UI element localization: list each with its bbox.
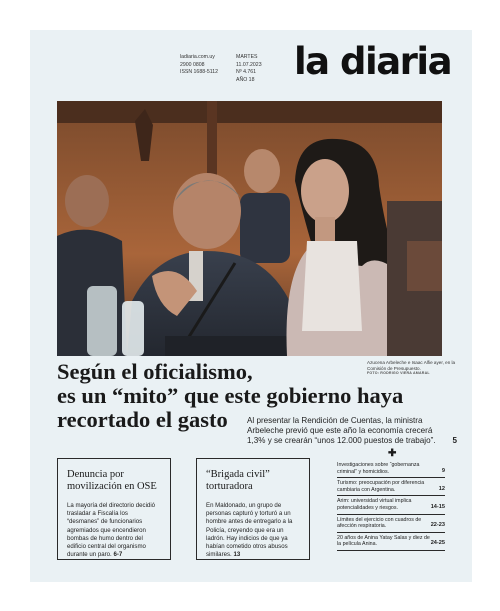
story-body (206, 502, 300, 559)
index-item[interactable] (337, 533, 445, 551)
story-body-text: La mayoría del directorio decidió trasladar a Fiscalía los “desmanes” de funcionarios agremiados que encendieron bombas de humo dentro del edificio central del organismo durante un paro. (67, 502, 156, 559)
story-page-number: 6-7 (113, 551, 123, 559)
index-item[interactable] (337, 478, 445, 496)
masthead-contact (180, 54, 218, 77)
headline-line: Según el oficialismo, (57, 359, 253, 384)
front-page (30, 30, 472, 582)
index-item[interactable] (337, 515, 445, 533)
year-text: AÑO 18 (236, 76, 255, 83)
index-item-page: 14-15 (430, 503, 445, 510)
story-box-ose[interactable] (57, 458, 171, 560)
weekday-text: MARTES (236, 54, 258, 60)
website-text[interactable]: ladiaria.com.uy (180, 54, 215, 60)
index-item-text: Investigaciones sobre “gobernanza criminal” y homicidios. (337, 462, 420, 475)
story-page-number: 13 (233, 551, 241, 559)
newspaper-logo[interactable]: la diaria (294, 40, 452, 83)
main-lead (247, 416, 457, 446)
photo-credit: FOTO: RODRIGO VIERA AMARAL (367, 371, 430, 376)
headline-line: es un “mito” que este gobierno haya (57, 383, 404, 408)
issue-number: Nº 4.761 (236, 69, 257, 75)
index-item[interactable] (337, 460, 445, 478)
headline-line: recortado el gasto (57, 407, 228, 432)
story-body (67, 502, 161, 559)
caption-text: Azucena Arbeleche e Isaac Alfie ayer, en la Comisión de Presupuesto. (367, 360, 456, 371)
index-item-page: 12 (438, 485, 445, 492)
story-title: Denuncia por movilización en OSE (67, 469, 157, 492)
index-item-page: 24-25 (430, 540, 445, 547)
story-box-brigada[interactable] (196, 458, 310, 560)
index-item-page: 22-23 (430, 522, 445, 529)
story-body-text: En Maldonado, un grupo de personas capturó y torturó a un hombre antes de entregarlo a la Policía, creyendo que era un ladrón. Hay indicios de que ya habían cometido otros abusos similares. (206, 502, 293, 559)
plus-icon: ✚ (388, 448, 397, 459)
index-column (337, 448, 445, 551)
phone-text: 2900 0808 (180, 61, 205, 68)
cover-photo (57, 101, 442, 356)
index-item-text: Límites del ejercicio con cuadros de afección respiratoria. (337, 516, 422, 530)
masthead-issue-info (236, 54, 262, 84)
lead-text: Al presentar la Rendición de Cuentas, la ministra Arbeleche previó que este año la economía crecerá 1,3% y se crearán “unos 12.000 puestos de trabajo”. (247, 416, 436, 445)
index-item-text: 20 años de Anina Yatay Salas y diez de la película Anina. (337, 534, 430, 548)
index-item-page: 9 (441, 467, 445, 474)
index-item-text: Turismo: preocupación por diferencia cambiaria con Argentina. (337, 480, 425, 493)
date-text: 11.07.2023 (236, 61, 262, 68)
lead-page-number: 5 (452, 436, 457, 445)
story-title: “Brigada civil” torturadora (206, 469, 270, 492)
issn-text: ISSN 1688-5112 (180, 69, 218, 75)
index-item[interactable] (337, 496, 445, 514)
index-item-text: Arim: universidad virtual implica potencialidades y riesgos. (337, 498, 412, 511)
